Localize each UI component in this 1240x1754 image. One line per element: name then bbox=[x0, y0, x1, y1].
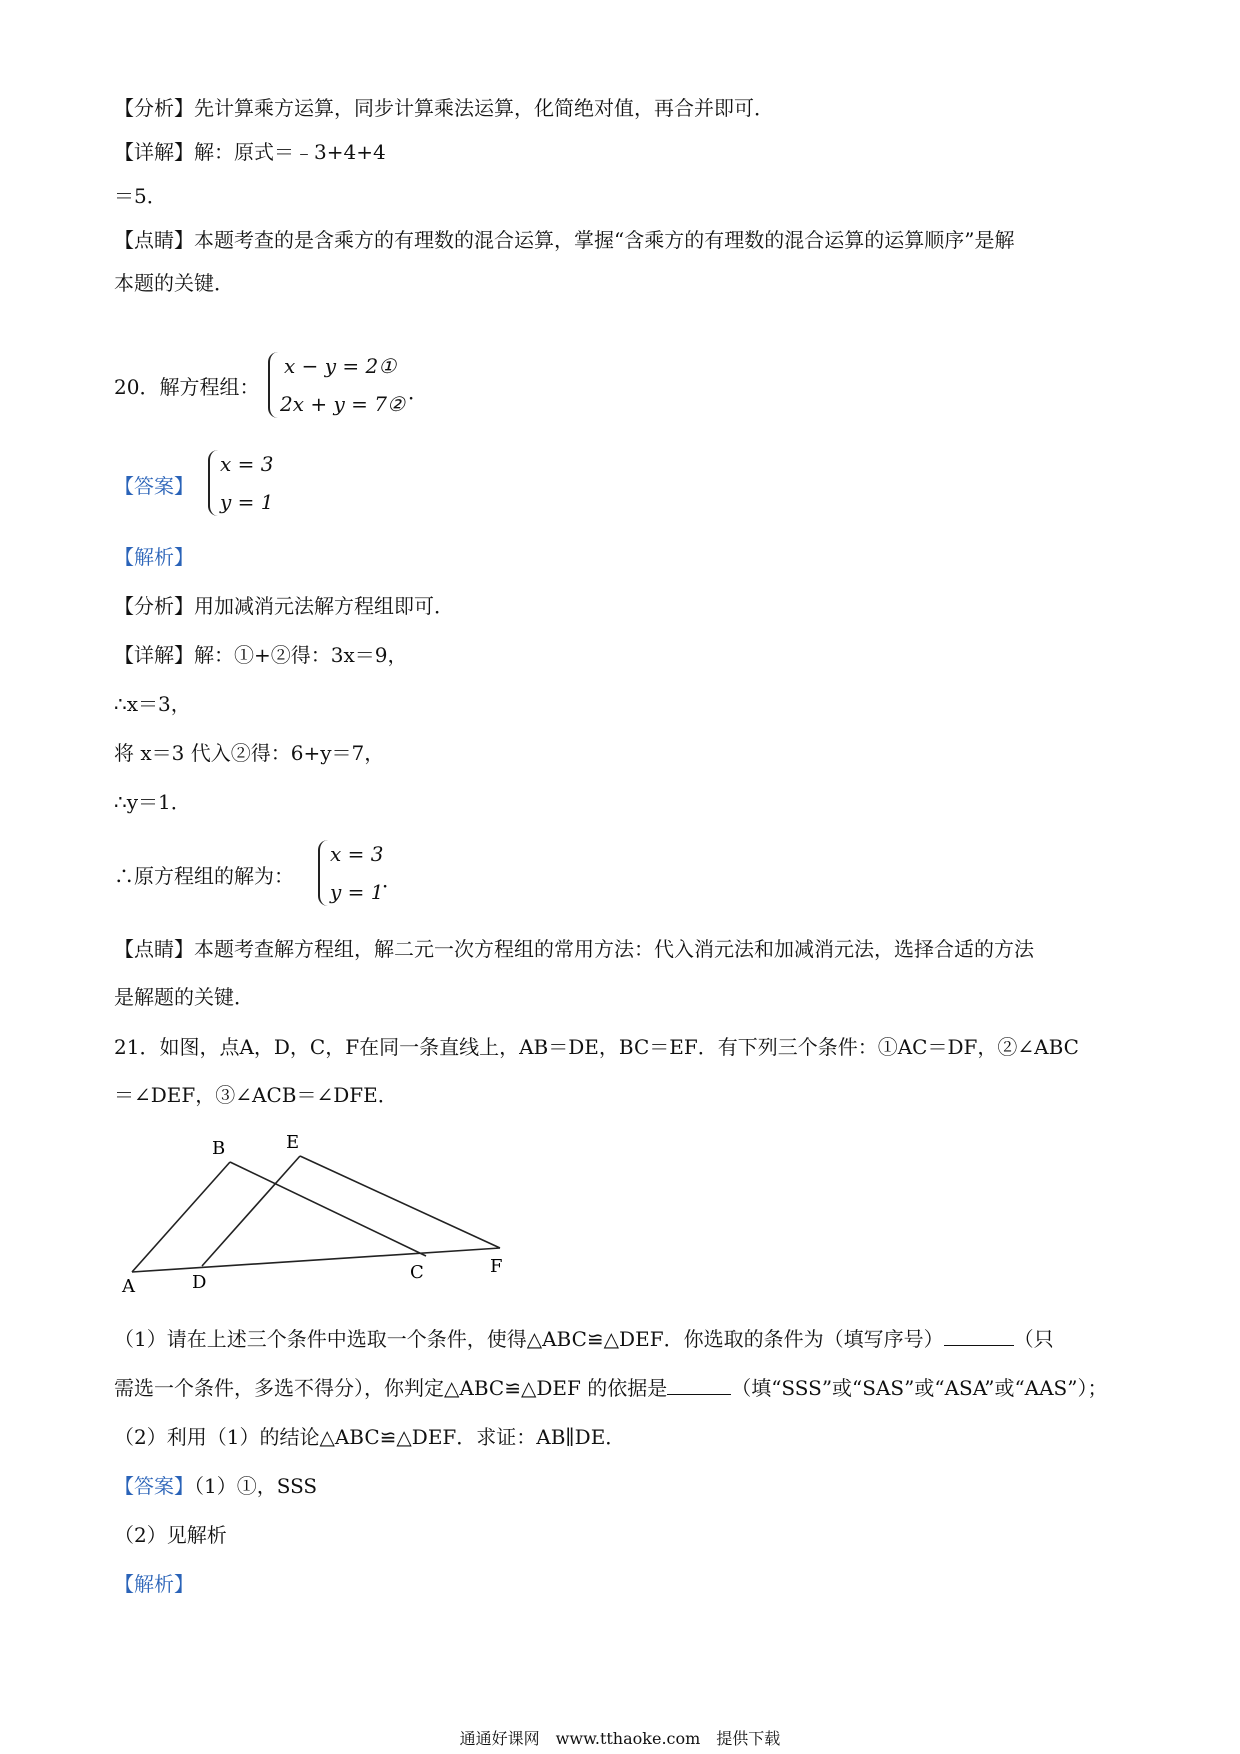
comment-19-line2: 本题的关键． bbox=[114, 271, 234, 295]
segment-af bbox=[132, 1248, 500, 1272]
answer-21-part1: （1）①，SSS bbox=[194, 1474, 318, 1498]
equation-2: 2x + y = 7② bbox=[280, 392, 405, 416]
question-21-stem-line1: 21．如图，点A，D，C，F在同一条直线上，AB＝DE，BC＝EF．有下列三个条件：①AC＝DF，②∠ABC bbox=[114, 1035, 1079, 1059]
analysis-20: 【分析】用加减消元法解方程组即可． bbox=[114, 594, 454, 618]
answer-x: x = 3 bbox=[220, 452, 274, 476]
comment-20-line2: 是解题的关键． bbox=[114, 985, 254, 1009]
left-brace-icon bbox=[318, 840, 328, 906]
detail-20: 【详解】解：①+②得：3x＝9， bbox=[114, 643, 408, 667]
comment-20-line1: 【点睛】本题考查解方程组，解二元一次方程组的常用方法：代入消元法和加减消元法，选择合适的方法 bbox=[114, 937, 1034, 961]
conclusion-prefix: ∴原方程组的解为： bbox=[114, 864, 294, 888]
label-c: C bbox=[410, 1262, 424, 1283]
answer-label-20: 【答案】 bbox=[114, 474, 194, 498]
segment-bc bbox=[230, 1162, 426, 1256]
part1-text-a: （1）请在上述三个条件中选取一个条件，使得△ABC≌△DEF．你选取的条件为（填写序号） bbox=[114, 1327, 944, 1351]
answer-y: y = 1 bbox=[220, 490, 274, 514]
label-d: D bbox=[192, 1272, 207, 1293]
label-b: B bbox=[212, 1138, 226, 1159]
step-3: ∴y＝1． bbox=[114, 790, 191, 814]
result-19: ＝5． bbox=[114, 184, 167, 208]
footer: 通通好课网 www.tthaoke.com 提供下载 bbox=[459, 1729, 781, 1748]
answer-label-21: 【答案】 bbox=[114, 1474, 194, 1498]
question-21-stem-line2: ＝∠DEF，③∠ACB＝∠DFE． bbox=[114, 1083, 398, 1107]
analysis-19: 【分析】先计算乘方运算，同步计算乘法运算，化简绝对值，再合并即可． bbox=[114, 96, 774, 120]
answer-blank-2[interactable] bbox=[667, 1376, 731, 1395]
part1-text-d: （填“SSS”或“SAS”或“ASA”或“AAS”）； bbox=[731, 1376, 1108, 1400]
conclusion-suffix: ． bbox=[382, 868, 402, 892]
label-a: A bbox=[122, 1276, 135, 1297]
detail-19: 【详解】解：原式＝﹣3+4+4 bbox=[114, 140, 386, 164]
left-brace-icon bbox=[268, 352, 278, 418]
left-brace-icon bbox=[208, 450, 218, 516]
segment-ef bbox=[300, 1156, 500, 1248]
question-20-prefix: 20．解方程组： bbox=[114, 375, 260, 399]
answer-21 bbox=[114, 1471, 317, 1501]
step-1: ∴x＝3， bbox=[114, 692, 191, 716]
analysis-label-21: 【解析】 bbox=[114, 1572, 194, 1596]
comment-19-line1: 【点睛】本题考查的是含乘方的有理数的混合运算，掌握“含乘方的有理数的混合运算的运算顺序”是解 bbox=[114, 228, 1015, 252]
part1-text-c: 需选一个条件，多选不得分），你判定△ABC≌△DEF 的依据是 bbox=[114, 1376, 668, 1400]
analysis-label-20: 【解析】 bbox=[114, 545, 194, 569]
triangle-figure bbox=[110, 1130, 530, 1300]
part1-line1 bbox=[114, 1324, 1054, 1354]
equation-1: x − y = 2① bbox=[284, 354, 397, 378]
part1-text-b: （只 bbox=[1013, 1327, 1054, 1351]
solution-y: y = 1 bbox=[330, 880, 384, 904]
part2: （2）利用（1）的结论△ABC≌△DEF．求证：AB∥DE． bbox=[114, 1425, 626, 1449]
label-e: E bbox=[286, 1132, 300, 1153]
solution-x: x = 3 bbox=[330, 842, 384, 866]
segment-ab bbox=[132, 1162, 230, 1272]
answer-21-part2: （2）见解析 bbox=[114, 1523, 227, 1547]
part1-line2 bbox=[114, 1373, 1107, 1403]
equation-suffix: ． bbox=[408, 380, 428, 404]
answer-blank-1[interactable] bbox=[944, 1327, 1014, 1346]
label-f: F bbox=[490, 1256, 503, 1277]
step-2: 将 x＝3 代入②得：6+y＝7， bbox=[114, 741, 385, 765]
